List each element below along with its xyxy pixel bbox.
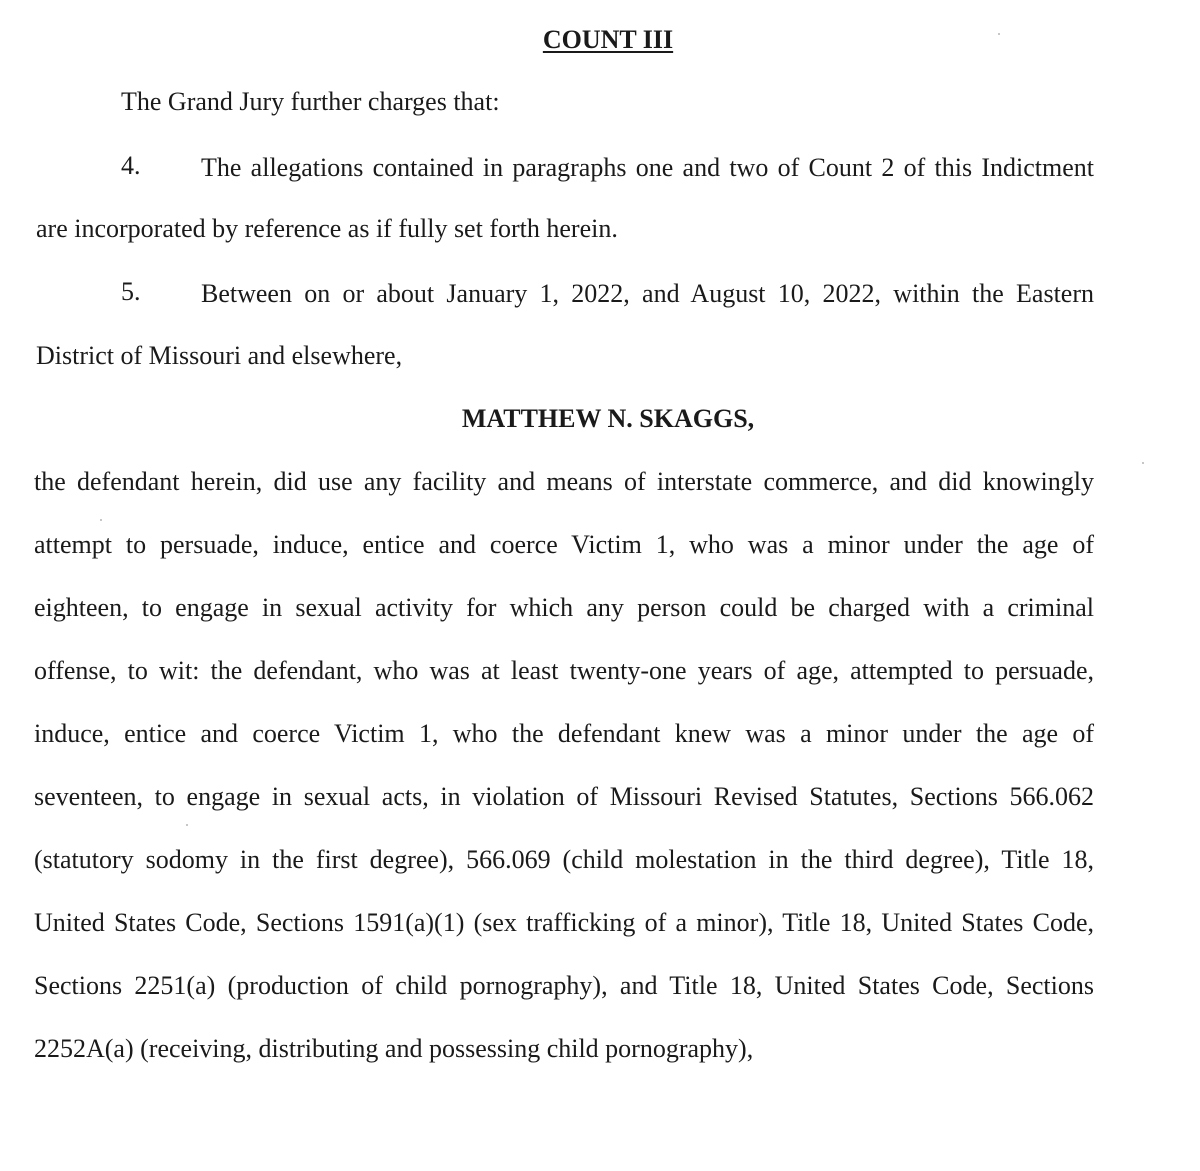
body-line: (statutory sodomy in the first degree), 566.069 (child molestation in the third degree), Title 18, xyxy=(34,845,1094,874)
scan-speck xyxy=(100,519,102,521)
defendant-name: MATTHEW N. SKAGGS, xyxy=(461,404,755,433)
scan-speck xyxy=(1142,462,1144,464)
intro-text: The Grand Jury further charges that: xyxy=(121,87,500,116)
paragraph-5-line-1: Between on or about January 1, 2022, and August 10, 2022, within the Eastern xyxy=(201,279,1094,308)
paragraph-5-line-2: District of Missouri and elsewhere, xyxy=(36,341,403,370)
body-line: seventeen, to engage in sexual acts, in violation of Missouri Revised Statutes, Sections 566.062 xyxy=(34,782,1094,811)
paragraph-4-line-1: The allegations contained in paragraphs one and two of Count 2 of this Indictment xyxy=(201,153,1094,182)
paragraph-4-number: 4. xyxy=(121,151,141,180)
body-line: attempt to persuade, induce, entice and coerce Victim 1, who was a minor under the age of xyxy=(34,530,1094,559)
body-line: United States Code, Sections 1591(a)(1) (sex trafficking of a minor), Title 18, United States Code, xyxy=(34,908,1094,937)
body-line: eighteen, to engage in sexual activity for which any person could be charged with a criminal xyxy=(34,593,1094,622)
paragraph-4-line-2: are incorporated by reference as if fully set forth herein. xyxy=(36,214,618,243)
body-line: 2252A(a) (receiving, distributing and possessing child pornography), xyxy=(34,1034,754,1063)
paragraph-5-number: 5. xyxy=(121,277,141,306)
body-line: offense, to wit: the defendant, who was at least twenty-one years of age, attempted to persuade, xyxy=(34,656,1094,685)
count-heading: COUNT III xyxy=(542,25,674,54)
scan-speck xyxy=(186,824,188,826)
body-line: induce, entice and coerce Victim 1, who the defendant knew was a minor under the age of xyxy=(34,719,1094,748)
body-line: Sections 2251(a) (production of child pornography), and Title 18, United States Code, Sections xyxy=(34,971,1094,1000)
body-line: the defendant herein, did use any facility and means of interstate commerce, and did knowingly xyxy=(34,467,1094,496)
scan-speck xyxy=(998,33,1000,35)
